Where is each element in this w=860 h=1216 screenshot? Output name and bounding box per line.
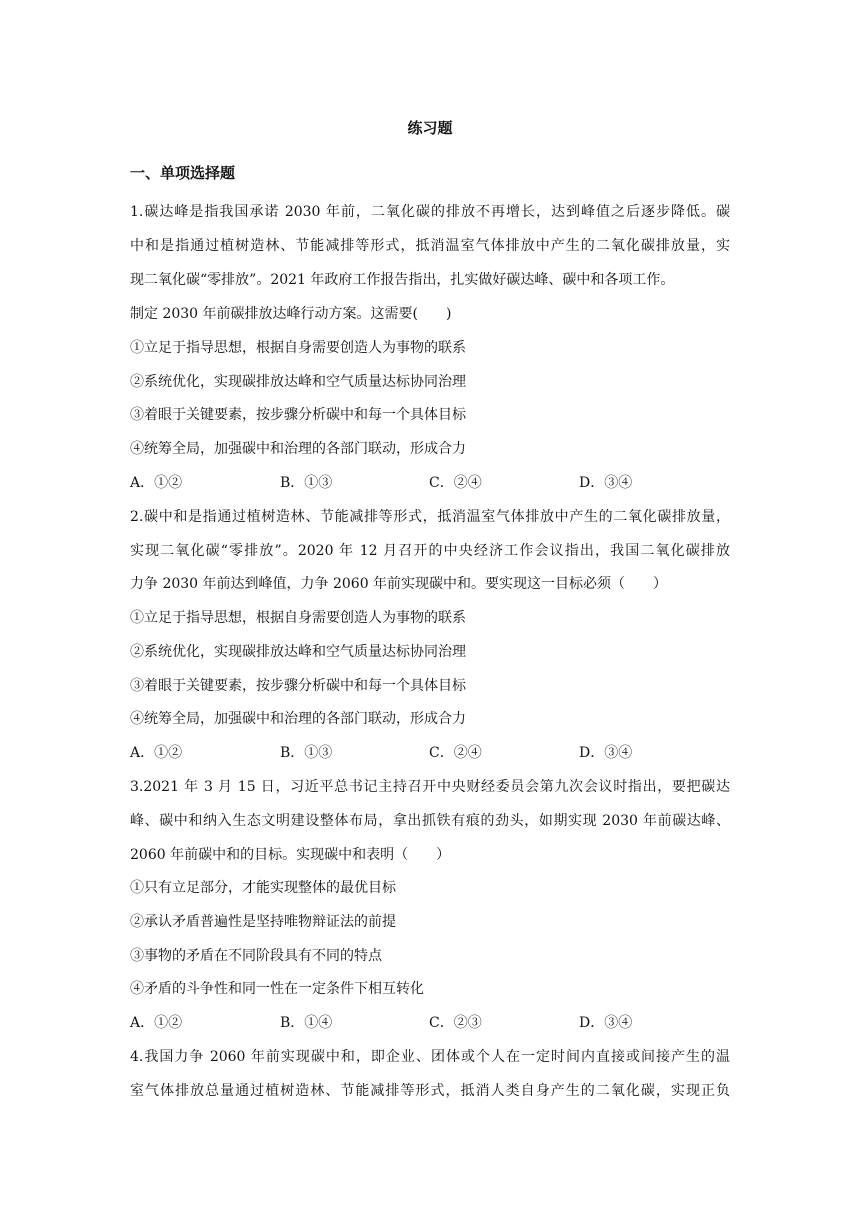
section-heading: 一、单项选择题 [130, 164, 236, 182]
question-2-text-line-2: 实现二氧化碳“零排放”。2020 年 12 月召开的中央经济工作会议指出，我国二氧化碳排放 [130, 543, 730, 559]
question-1-text-line-4: 制定 2030 年前碳排放达峰行动方案。这需要( ) [130, 306, 452, 322]
document-title: 练习题 [407, 119, 453, 137]
question-1-statement-1: ①立足于指导思想，根据自身需要创造人为事物的联系 [130, 340, 466, 356]
question-4-text-line-1: 4.我国力争 2060 年前实现碳中和，即企业、团体或个人在一定时间内直接或间接产生的温 [130, 1049, 730, 1065]
question-1-text-line-3: 现二氧化碳“零排放”。2021 年政府工作报告指出，扎实做好碳达峰、碳中和各项工作。 [130, 272, 675, 288]
question-1-options [130, 473, 730, 493]
question-2-text-line-3: 力争 2030 年前达到峰值，力争 2060 年前实现碳中和。要实现这一目标必须（ ） [130, 576, 668, 592]
question-1-option-c: C．②④ [429, 475, 482, 491]
question-3-options [130, 1013, 730, 1033]
question-1-statement-2: ②系统优化，实现碳排放达峰和空气质量达标协同治理 [130, 374, 466, 390]
question-3-option-b: B．①④ [280, 1015, 333, 1031]
question-3-statement-4: ④矛盾的斗争性和同一性在一定条件下相互转化 [130, 981, 424, 997]
question-4-text-line-2: 室气体排放总量通过植树造林、节能减排等形式，抵消人类自身产生的二氧化碳，实现正负 [130, 1083, 730, 1099]
question-2-text-line-1: 2.碳中和是指通过植树造林、节能减排等形式，抵消温室气体排放中产生的二氧化碳排放量， [130, 509, 730, 525]
question-2-statement-1: ①立足于指导思想，根据自身需要创造人为事物的联系 [130, 610, 466, 626]
question-3-statement-3: ③事物的矛盾在不同阶段具有不同的特点 [130, 948, 382, 964]
question-2-option-b: B．①③ [280, 745, 333, 761]
question-1-option-a: A．①② [130, 475, 183, 491]
question-1-statement-3: ③着眼于关键要素，按步骤分析碳中和每一个具体目标 [130, 407, 466, 423]
question-3-text-line-3: 2060 年前碳中和的目标。实现碳中和表明（ ） [130, 847, 451, 863]
question-2-statement-2: ②系统优化，实现碳排放达峰和空气质量达标协同治理 [130, 644, 466, 660]
question-3-option-d: D．③④ [579, 1015, 633, 1031]
question-3-option-c: C．②③ [429, 1015, 482, 1031]
question-3-text-line-1: 3.2021 年 3 月 15 日，习近平总书记主持召开中央财经委员会第九次会议时指出，要把碳达 [130, 779, 730, 795]
question-2-statement-4: ④统筹全局，加强碳中和治理的各部门联动，形成合力 [130, 711, 466, 727]
question-2-option-a: A．①② [130, 745, 183, 761]
question-3-statement-1: ①只有立足部分，才能实现整体的最优目标 [130, 880, 396, 896]
question-2-options [130, 743, 730, 763]
question-1-option-b: B．①③ [280, 475, 333, 491]
question-3-text-line-2: 峰、碳中和纳入生态文明建设整体布局，拿出抓铁有痕的劲头，如期实现 2030 年前碳达峰、 [130, 813, 730, 829]
question-2-option-d: D．③④ [579, 745, 633, 761]
question-1-text-line-2: 中和是指通过植树造林、节能减排等形式，抵消温室气体排放中产生的二氧化碳排放量，实 [130, 238, 730, 254]
question-1-option-d: D．③④ [579, 475, 633, 491]
question-2-option-c: C．②④ [429, 745, 482, 761]
question-1-statement-4: ④统筹全局，加强碳中和治理的各部门联动，形成合力 [130, 441, 466, 457]
question-1-text-line-1: 1.碳达峰是指我国承诺 2030 年前，二氧化碳的排放不再增长，达到峰值之后逐步降低。碳 [130, 204, 730, 220]
question-3-option-a: A．①② [130, 1015, 183, 1031]
question-3-statement-2: ②承认矛盾普遍性是坚持唯物辩证法的前提 [130, 914, 396, 930]
question-2-statement-3: ③着眼于关键要素，按步骤分析碳中和每一个具体目标 [130, 678, 466, 694]
